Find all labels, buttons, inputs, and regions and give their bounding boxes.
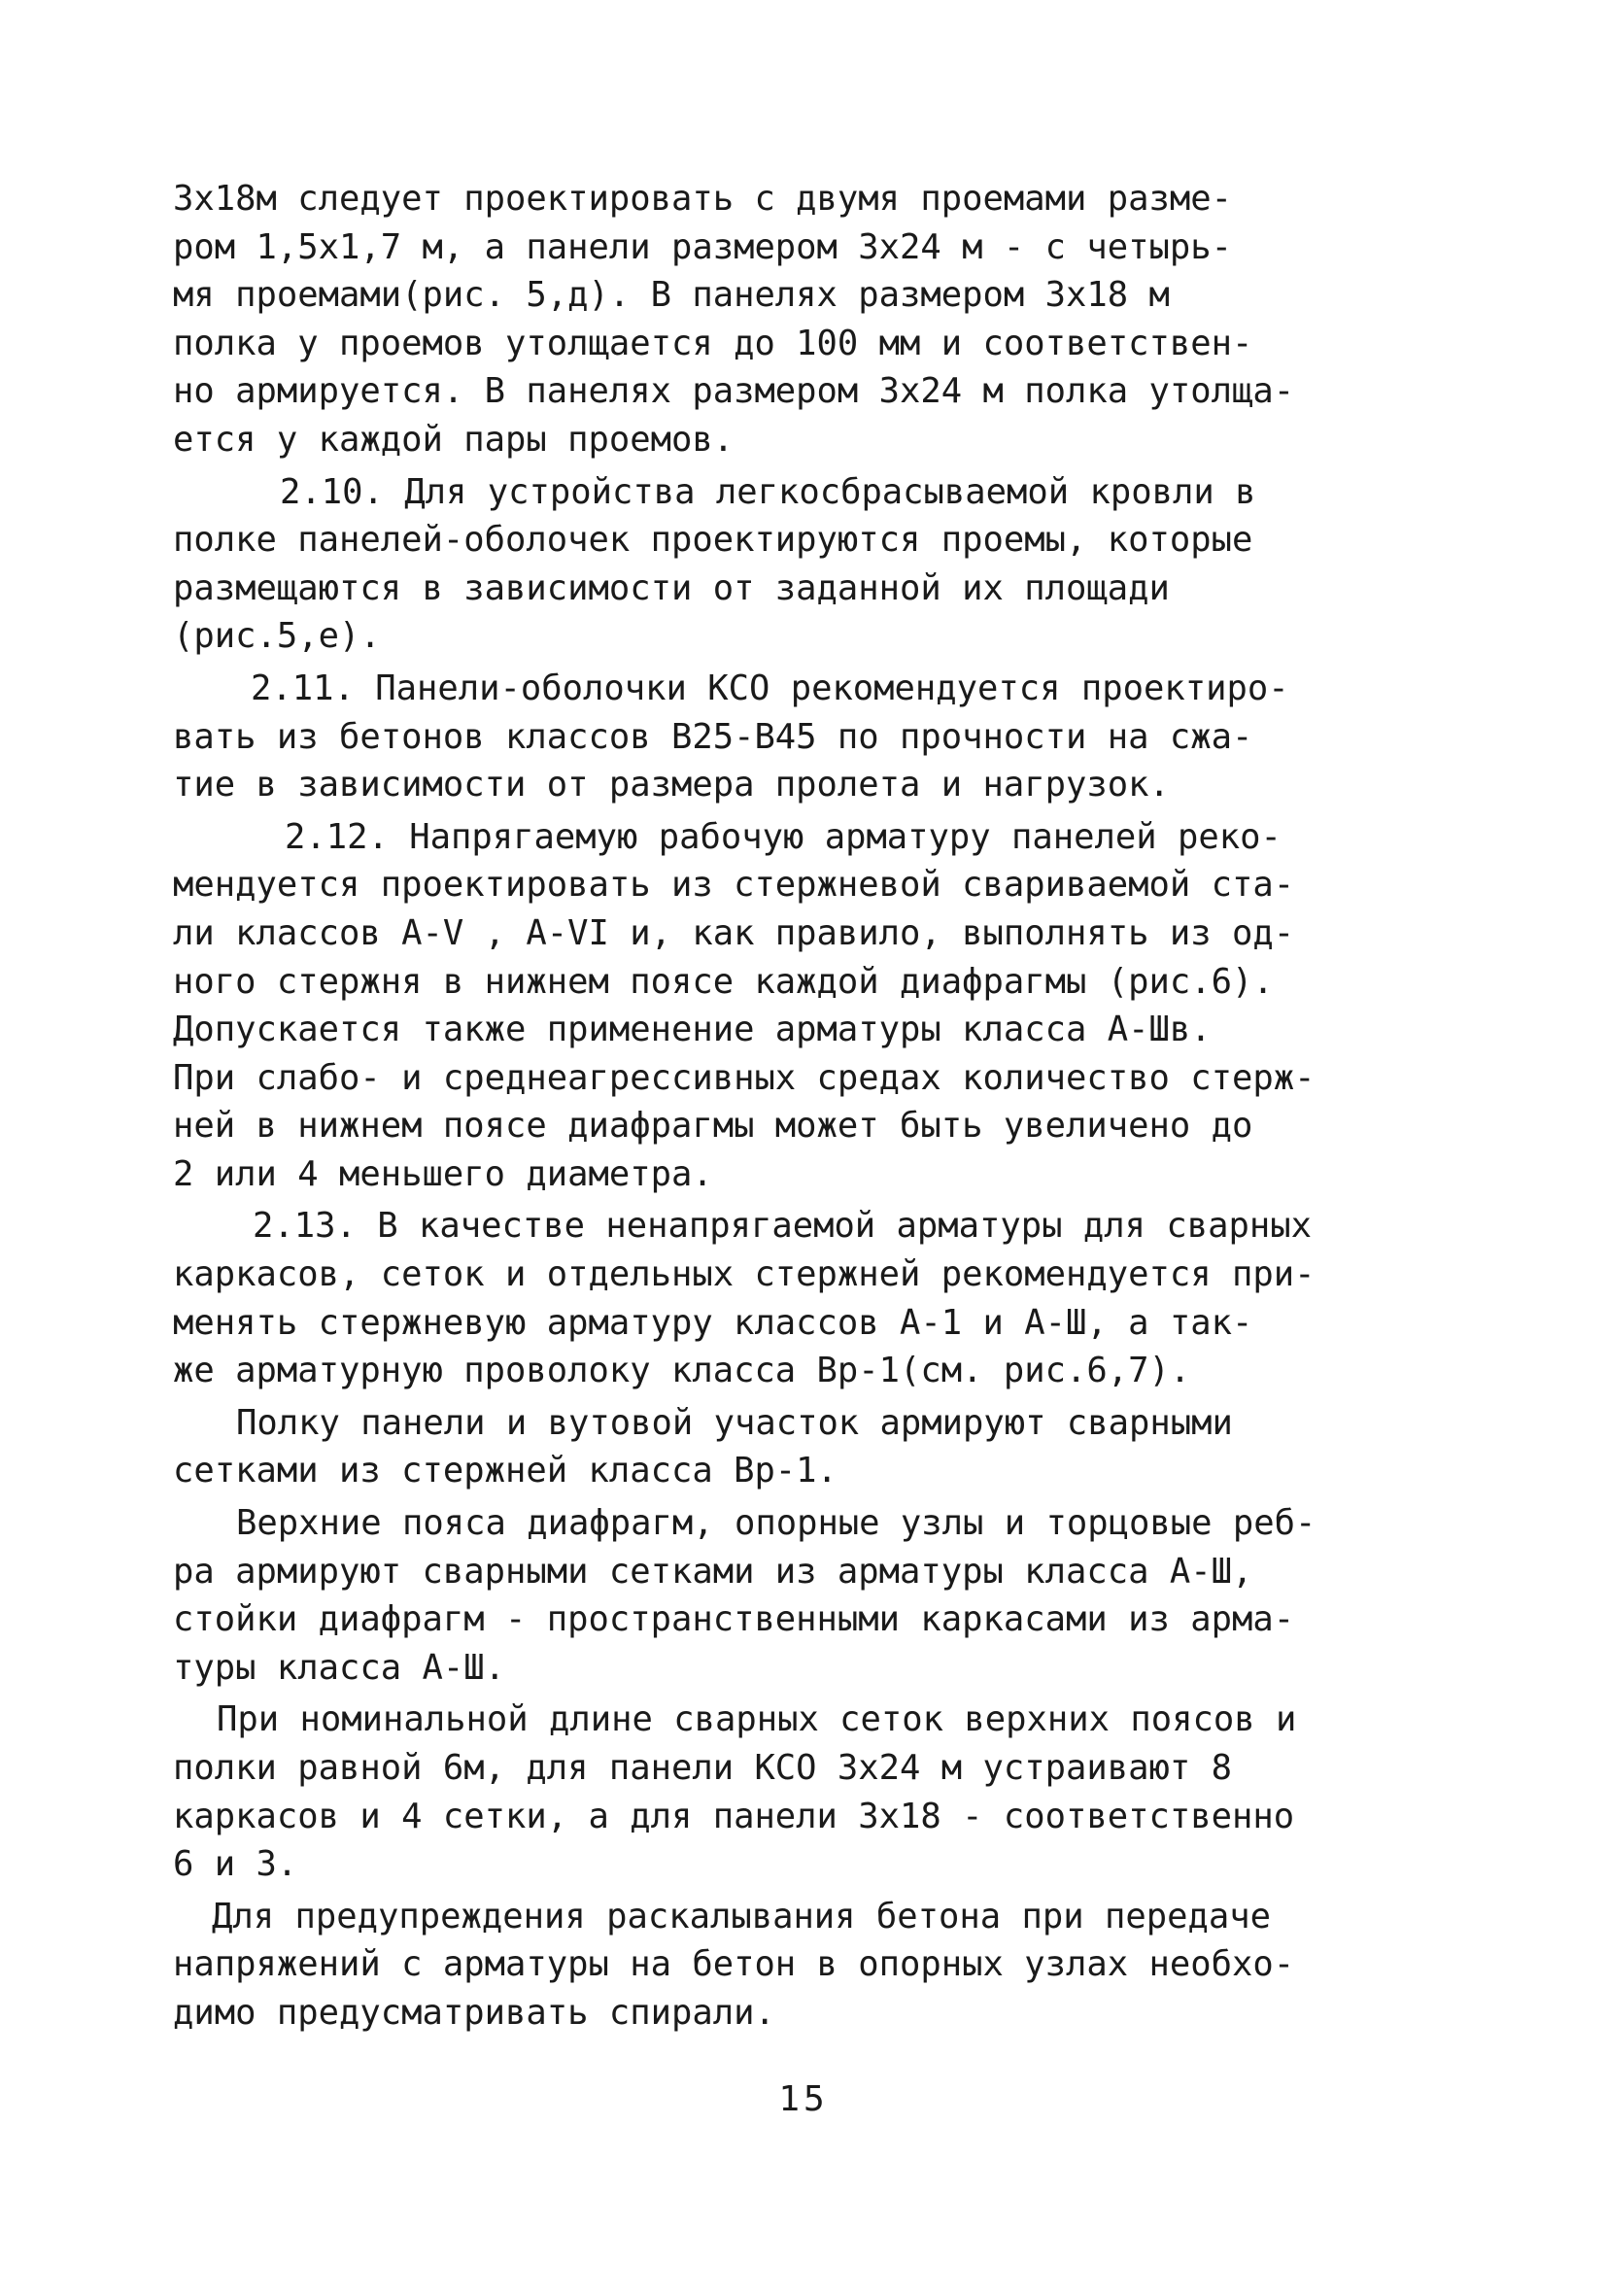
- text-line: 2.12. Напрягаемую рабочую арматуру панелей реко-: [285, 816, 1282, 857]
- text-line: тие в зависимости от размера пролета и нагрузок.: [173, 765, 1170, 805]
- text-line: Верхние пояса диафрагм, опорные узлы и торцовые реб-: [236, 1503, 1316, 1544]
- text-line: мя проемами(рис. 5,д). В панелях размером 3х18 м: [173, 275, 1170, 316]
- document-body: [173, 175, 1436, 2038]
- paragraph-2-10: [173, 468, 1436, 661]
- paragraph-upper-chords: [173, 1499, 1436, 1692]
- text-line: Для предупреждения раскалывания бетона при передаче: [212, 1896, 1272, 1936]
- text-line: (рис.5,е).: [173, 616, 381, 657]
- text-line: ется у каждой пары проемов.: [173, 419, 735, 460]
- text-line: 6 и 3.: [173, 1844, 298, 1885]
- paragraph-2-11: [173, 665, 1436, 809]
- text-line: 2.11. Панели-оболочки КСО рекомендуется проектиро-: [251, 668, 1289, 708]
- paragraph-shelf-reinforcement: [173, 1399, 1436, 1495]
- page-number: 15: [778, 2079, 829, 2119]
- text-line: туры класса А-Ш.: [173, 1647, 505, 1688]
- text-line: каркасов и 4 сетки, а для панели 3х18 - соответственно: [173, 1796, 1295, 1836]
- text-line: димо предусматривать спирали.: [173, 1992, 775, 2033]
- text-line: При номинальной длине сварных сеток верхних поясов и: [217, 1699, 1297, 1740]
- paragraph-spirals: [173, 1893, 1436, 2038]
- text-line: мендуется проектировать из стержневой свариваемой ста-: [173, 865, 1295, 906]
- text-line: Полку панели и вутовой участок армируют сварными: [236, 1402, 1233, 1443]
- paragraph-2-13: [173, 1202, 1436, 1394]
- text-line: каркасов, сеток и отдельных стержней рекомендуется при-: [173, 1254, 1316, 1295]
- text-line: ли классов А-V , А-VI и, как правило, выполнять из од-: [173, 912, 1295, 953]
- text-line: ней в нижнем поясе диафрагмы может быть увеличено до: [173, 1106, 1253, 1147]
- text-line: сетками из стержней класса Вр-1.: [173, 1451, 838, 1491]
- paragraph-mesh-length: [173, 1696, 1436, 1888]
- paragraph-2-12: [173, 813, 1436, 1199]
- text-line: же арматурную проволоку класса Вр-1(см. рис.6,7).: [173, 1351, 1191, 1391]
- text-line: ного стержня в нижнем поясе каждой диафрагмы (рис.6).: [173, 961, 1274, 1002]
- text-line: 2.13. В качестве ненапрягаемой арматуры для сварных: [253, 1206, 1313, 1247]
- text-line: менять стержневую арматуру классов А-1 и А-Ш, а так-: [173, 1302, 1253, 1343]
- text-line: Допускается также применение арматуры класса А-Шв.: [173, 1010, 1212, 1050]
- text-line: ром 1,5х1,7 м, а панели размером 3х24 м - с четырь-: [173, 226, 1233, 267]
- text-line: 3х18м следует проектировать с двумя проемами разме-: [173, 179, 1233, 219]
- text-line: размещаются в зависимости от заданной их площади: [173, 567, 1170, 608]
- text-line: но армируется. В панелях размером 3х24 м полка утолща-: [173, 371, 1295, 412]
- text-line: полке панелей-оболочек проектируются проемы, которые: [173, 520, 1253, 561]
- text-line: полки равной 6м, для панели КСО 3х24 м устраивают 8: [173, 1748, 1233, 1788]
- text-line: напряжений с арматуры на бетон в опорных узлах необхо-: [173, 1944, 1295, 1985]
- text-line: полка у проемов утолщается до 100 мм и соответствен-: [173, 323, 1253, 363]
- text-line: ра армируют сварными сетками из арматуры класса А-Ш,: [173, 1551, 1253, 1592]
- text-line: 2 или 4 меньшего диаметра.: [173, 1153, 713, 1194]
- text-line: 2.10. Для устройства легкосбрасываемой кровли в: [280, 471, 1256, 512]
- text-line: вать из бетонов классов В25-В45 по прочности на сжа-: [173, 716, 1253, 757]
- paragraph-continuation: [173, 175, 1436, 464]
- text-line: стойки диафрагм - пространственными каркасами из арма-: [173, 1599, 1295, 1640]
- text-line: При слабо- и среднеагрессивных средах количество стерж-: [173, 1057, 1316, 1098]
